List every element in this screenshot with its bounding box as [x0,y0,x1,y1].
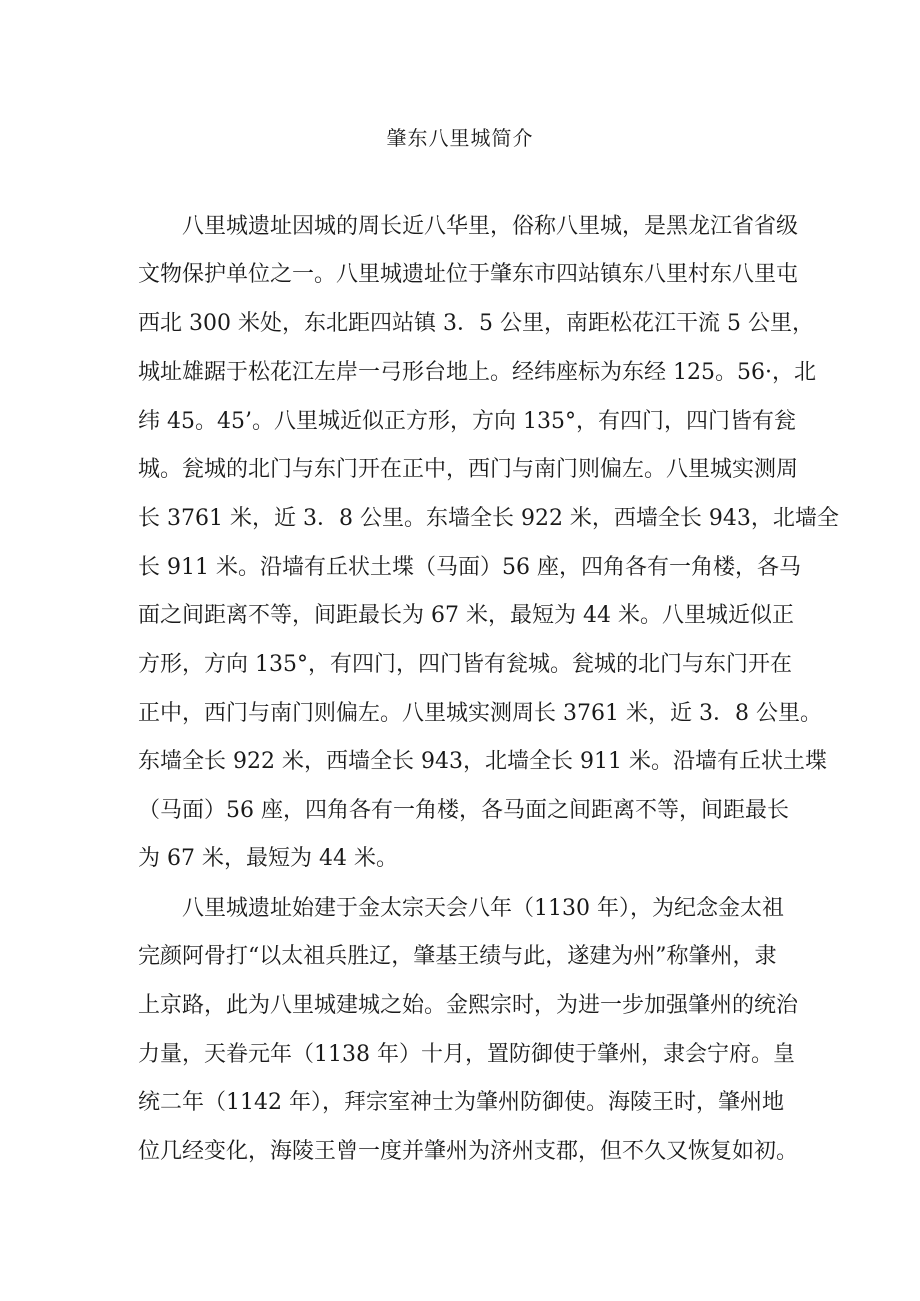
paragraph-line: 八里城遗址因城的周长近八华里，俗称八里城，是黑龙江省省级 [182,214,799,239]
paragraph-line: （马面）56 座，四角各有一角楼，各马面之间距离不等，间距最长 [138,798,789,823]
paragraph-line: 文物保护单位之一。八里城遗址位于肇东市四站镇东八里村东八里屯 [138,262,799,287]
paragraph-line: 西北 300 米处，东北距四站镇 3．5 公里，南距松花江干流 5 公里， [138,311,814,336]
paragraph-line: 城。瓮城的北门与东门开在正中，西门与南门则偏左。八里城实测周 [138,457,799,482]
paragraph-line: 城址雄踞于松花江左岸一弓形台地上。经纬座标为东经 125。56·，北 [138,360,816,385]
document-title: 肇东八里城简介 [386,126,534,150]
paragraph-line: 统二年（1142 年），拜宗室神士为肇州防御使。海陵王时，肇州地 [138,1090,784,1115]
paragraph-line: 方形，方向 135°，有四门，四门皆有瓮城。瓮城的北门与东门开在 [138,652,792,677]
paragraph-line: 面之间距离不等，间距最长为 67 米，最短为 44 米。八里城近似正 [138,603,794,628]
paragraph-line: 力量，天眷元年（1138 年）十月，置防御使于肇州，隶会宁府。皇 [138,1042,795,1067]
paragraph-line: 上京路，此为八里城建城之始。金熙宗时，为进一步加强肇州的统治 [138,993,799,1018]
paragraph-line: 八里城遗址始建于金太宗天会八年（1130 年），为纪念金太祖 [182,896,784,921]
paragraph-line: 长 911 米。沿墙有丘状土堞（马面）56 座，四角各有一角楼，各马 [138,555,801,580]
paragraph-line: 位几经变化，海陵王曾一度并肇州为济州支郡，但不久又恢复如初。 [138,1139,799,1164]
paragraph-line: 东墙全长 922 米，西墙全长 943，北墙全长 911 米。沿墙有丘状土堞 [138,749,827,774]
paragraph-line: 为 67 米，最短为 44 米。 [138,846,398,871]
paragraph-line: 纬 45。45’。八里城近似正方形，方向 135°，有四门，四门皆有瓮 [138,409,796,434]
paragraph-line: 完颜阿骨打“以太祖兵胜辽，肇基王绩与此，遂建为州”称肇州，隶 [138,944,777,969]
paragraph-line: 正中，西门与南门则偏左。八里城实测周长 3761 米，近 3．8 公里。 [138,701,822,726]
paragraph-line: 长 3761 米，近 3．8 公里。东墙全长 922 米，西墙全长 943，北墙全 [138,506,839,531]
